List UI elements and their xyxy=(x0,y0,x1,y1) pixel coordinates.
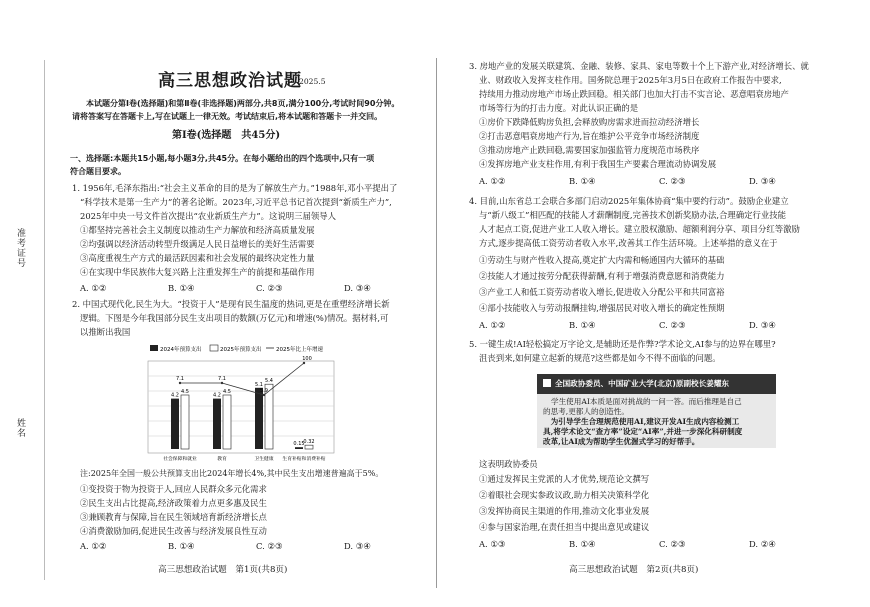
q3-line: 3. 房地产业的发展关联建筑、金融、装修、家具、家电等数十个上下游产业,对经济增长、就 xyxy=(469,61,809,71)
q2-item: ①变投资于物为投资于人,回应人民群众多元化需求 xyxy=(80,484,267,494)
q3-option-a[interactable]: A. ①② xyxy=(479,176,506,186)
footer-right: 高三思想政治试题 第2页(共8页) xyxy=(569,565,699,575)
category-label: 教育 xyxy=(217,457,227,462)
bar-label-2024: 0.15 xyxy=(293,441,305,448)
q1-item: ④在实现中华民族伟大复兴路上注重发挥生产的前提和基础作用 xyxy=(80,267,315,277)
q5-option-a[interactable]: A. ①③ xyxy=(479,539,506,549)
q2-line: 2. 中国式现代化,民生为大。“投资于人”是现有民生温度的热词,更是在重塑经济增长新 xyxy=(72,299,390,309)
category-label: 生育补贴和消费补贴 xyxy=(282,457,326,462)
q2-line: 以推断出我国 xyxy=(80,327,131,337)
q1-option-b[interactable]: B. ①④ xyxy=(168,283,195,293)
q3-item: ①房价下跌降低购房负担,会释放购房需求进而拉动经济增长 xyxy=(479,117,700,127)
q3-line: 业、财政收入发挥支柱作用。国务院总理于2025年3月5日在政府工作报告中要求, xyxy=(479,75,782,85)
exam-number-label: 准考证号 xyxy=(15,228,25,268)
q3-item: ④发挥房地产业支柱作用,有利于我国生产要素合理流动协调发展 xyxy=(479,159,717,169)
binding-line xyxy=(44,60,45,580)
legend-swatch-2024 xyxy=(150,345,158,351)
q4-line: 方式,逐步提高低工资劳动者收入水平,改善其工作生活环境。上述举措的意义在于 xyxy=(479,238,778,248)
bar-label-2025: 5.4 xyxy=(265,378,273,385)
q4-item: ①劳动生与财产性收入提高,奠定扩大内需和畅通国内大循环的基础 xyxy=(479,255,725,265)
quote-line: 的思考,更都人的创造性。 xyxy=(543,407,629,416)
q1-options xyxy=(80,283,396,294)
q4-line: 与“新八级工”相匹配的技能人才薪酬制度,完善技术创新奖励办法,合理确定行业技能 xyxy=(479,210,787,220)
growth-point xyxy=(221,382,223,384)
q2-item: ④消费激励加码,促进民生改善与经济发展良性互动 xyxy=(80,526,267,536)
growth-point xyxy=(179,382,181,384)
right-page xyxy=(437,0,870,607)
category-label: 卫生健康 xyxy=(254,457,274,462)
q4-option-c[interactable]: C. ②③ xyxy=(659,320,686,330)
q1-option-d[interactable]: D. ③④ xyxy=(344,283,371,293)
q3-option-b[interactable]: B. ①④ xyxy=(569,176,596,186)
legend-label-2025: 2025年预算支出 xyxy=(220,347,262,353)
q2-option-d[interactable]: D. ③④ xyxy=(344,541,371,551)
q5-option-b[interactable]: B. ①④ xyxy=(569,539,596,549)
q5-item: ②着眼社会现实参政议政,助力相关决策科学化 xyxy=(479,490,650,500)
q4-item: ③产业工人和低工资劳动者收入增长,促进收入分配公平和共同富裕 xyxy=(479,287,725,297)
footer-left: 高三思想政治试题 第1页(共8页) xyxy=(158,565,288,575)
q1-item: ②均强调以经济活动转型升级满足人民日益增长的美好生活需要 xyxy=(80,239,315,249)
intro-line-2: 请将答案写在答题卡上,写在试题上一律无效。考试结束后,将本试题和答题卡一并交回。 xyxy=(72,112,383,121)
q4-options xyxy=(479,320,801,331)
q4-option-d[interactable]: D. ③④ xyxy=(749,320,776,330)
quote-line: 改革,让AI成为帮助学生优渥式学习的好帮手。 xyxy=(543,437,700,446)
q2-option-b[interactable]: B. ①④ xyxy=(168,541,195,551)
q5-item: ①通过发挥民主党派的人才优势,规范论文撰写 xyxy=(479,474,650,484)
square-bullet-icon xyxy=(543,379,551,387)
intro-line-1: 本试题分第Ⅰ卷(选择题)和第Ⅱ卷(非选择题)两部分,共8页,满分100分,考试时间90分钟。 xyxy=(86,99,400,108)
quote-box xyxy=(537,394,776,448)
bar-2025 xyxy=(305,445,313,449)
q2-item: ②民生支出占比提高,经济政策着力点更多惠及民生 xyxy=(80,498,267,508)
bar-label-2025: 4.5 xyxy=(223,389,231,395)
growth-point xyxy=(263,394,265,396)
q5-line: 沮丧到来,如何建立起新的规范?这些都是如今不得不面临的问题。 xyxy=(479,353,721,363)
q2-line: 逻辑。下图是今年我国部分民生支出项目的数额(万亿元)和增速(%)情况。据材料,可 xyxy=(80,313,389,323)
q3-line: 持续用力推动房地产市场止跌回稳。相关部门也加大打击不实言论、恶意唱衰房地产 xyxy=(479,89,789,99)
bar-label-2024: 4.2 xyxy=(213,392,221,399)
growth-label: 100 xyxy=(302,356,312,362)
q5-item: ③发挥协商民主渠道的作用,推动文化事业发展 xyxy=(479,506,650,516)
q1-item: ①都坚持完善社会主义制度以推动生产力解放和经济高质量发展 xyxy=(80,225,315,235)
q5-options xyxy=(479,539,801,550)
q3-item: ②打击恶意唱衰房地产行为,旨在维护公平竞争市场经济制度 xyxy=(479,131,700,141)
exam-date: 2025.5 xyxy=(299,77,326,86)
page-title: 高三思想政治试题 xyxy=(158,71,302,91)
quote-line: 学生使用AI本质是面对挑战的一问一答。而后推理是自己 xyxy=(551,397,742,406)
quote-box-header xyxy=(537,374,776,394)
q5-item: ④参与国家治理,在责任担当中提出意见或建议 xyxy=(479,522,650,532)
q3-option-c[interactable]: C. ②③ xyxy=(659,176,686,186)
bar-label-2024: 4.2 xyxy=(171,392,179,399)
instructions-line-2: 符合题目要求。 xyxy=(70,167,126,176)
bar-2025 xyxy=(223,395,231,449)
q2-item: ③兼顾教育与保障,旨在民生领域培育新经济增长点 xyxy=(80,512,267,522)
q4-option-b[interactable]: B. ①④ xyxy=(569,320,596,330)
growth-label: 7.1 xyxy=(176,376,184,382)
q3-item: ③推动房地产止跌回稳,需要国家加强监管力度规范市场秩序 xyxy=(479,145,700,155)
bar-2024 xyxy=(295,447,303,449)
quote-box-title: 全国政协委员、中国矿业大学(北京)原副校长姜耀东 xyxy=(555,379,730,388)
q2-option-a[interactable]: A. ①② xyxy=(80,541,107,551)
q4-item: ④部小技能收入与劳动报酬挂钩,增强居民对收入增长的确定性预期 xyxy=(479,303,725,313)
bar-2024 xyxy=(255,388,263,449)
bar-label-2025: 4.5 xyxy=(181,389,189,395)
bar-label-2024: 5.1 xyxy=(255,381,263,388)
legend-label-growth: 2025年比上年增速 xyxy=(276,347,323,353)
bar-2025 xyxy=(181,395,189,449)
q4-line: 4. 目前,山东省总工会联合多部门启动2025年集体协商“集中要约行动”。鼓励企业建立 xyxy=(469,196,789,206)
legend-label-2024: 2024年预算支出 xyxy=(160,347,202,353)
growth-label: 7.1 xyxy=(218,376,226,382)
growth-point xyxy=(303,362,305,364)
section-heading: 第Ⅰ卷(选择题 共45分) xyxy=(172,130,281,141)
q5-line: 5. 一键生成!AI轻松搞定万字论文,是辅助还是作弊?学术论文,AI参与的边界在哪里? xyxy=(469,339,776,349)
q3-line: 市场等行为的打击力度。对此认识正确的是 xyxy=(479,103,639,113)
q5-option-d[interactable]: D. ②④ xyxy=(749,539,776,549)
q4-item: ②技能人才通过按劳分配获得薪酬,有利于增强消费意愿和消费能力 xyxy=(479,271,725,281)
bar-label-2025: 0.32 xyxy=(303,439,315,446)
q1-line: 2025年中央一号文件首次提出“农业新质生产力”。这说明三届领导人 xyxy=(80,211,336,221)
chart-note: 注:2025年全国一般公共预算支出比2024年增长4%,其中民生支出增速普遍高于5%。 xyxy=(80,469,384,478)
q1-line: “科学技术是第一生产力”的著名论断。2023年,习近平总书记首次提到“新质生产力”, xyxy=(80,197,392,207)
q1-option-c[interactable]: C. ②③ xyxy=(256,283,283,293)
q1-option-a[interactable]: A. ①② xyxy=(80,283,107,293)
q2-option-c[interactable]: C. ②③ xyxy=(256,541,283,551)
q4-option-a[interactable]: A. ①② xyxy=(479,320,506,330)
q4-line: 人才起点工资,促进产业工人收入增长。建立股权激励、超额利润分享、项目分红等激励 xyxy=(479,224,800,234)
q1-line: 1. 1956年,毛泽东指出:“社会主义革命的目的是为了解放生产力。”1988年,邓小平提出了 xyxy=(72,183,398,193)
bar-2024 xyxy=(213,399,221,449)
bar-2024 xyxy=(171,399,179,449)
livelihood-spending-chart xyxy=(140,343,340,463)
legend-swatch-2025 xyxy=(210,345,218,351)
quote-line: 为引导学生合理规范使用AI,建议开发AI生成内容检测工 xyxy=(543,417,740,426)
q3-options xyxy=(479,176,801,187)
quote-line: 具,将学术论文“查方率”设定“AI率”,并进一步深化科研制度 xyxy=(543,427,743,436)
q5-stem: 这表明政协委员 xyxy=(479,459,538,469)
q2-options xyxy=(80,541,396,552)
q3-option-d[interactable]: D. ③④ xyxy=(749,176,776,186)
category-label: 社会保障和就业 xyxy=(163,457,197,462)
instructions-line-1: 一、选择题:本题共15小题,每小题3分,共45分。在每小题给出的四个选项中,只有一项 xyxy=(70,154,375,163)
q1-item: ③高度重视生产方式的最活跃因素和社会发展的最终决定性力量 xyxy=(80,253,315,263)
name-label: 姓名 xyxy=(15,418,25,438)
growth-label: 5.9 xyxy=(260,388,268,394)
q5-option-c[interactable]: C. ②③ xyxy=(659,539,686,549)
